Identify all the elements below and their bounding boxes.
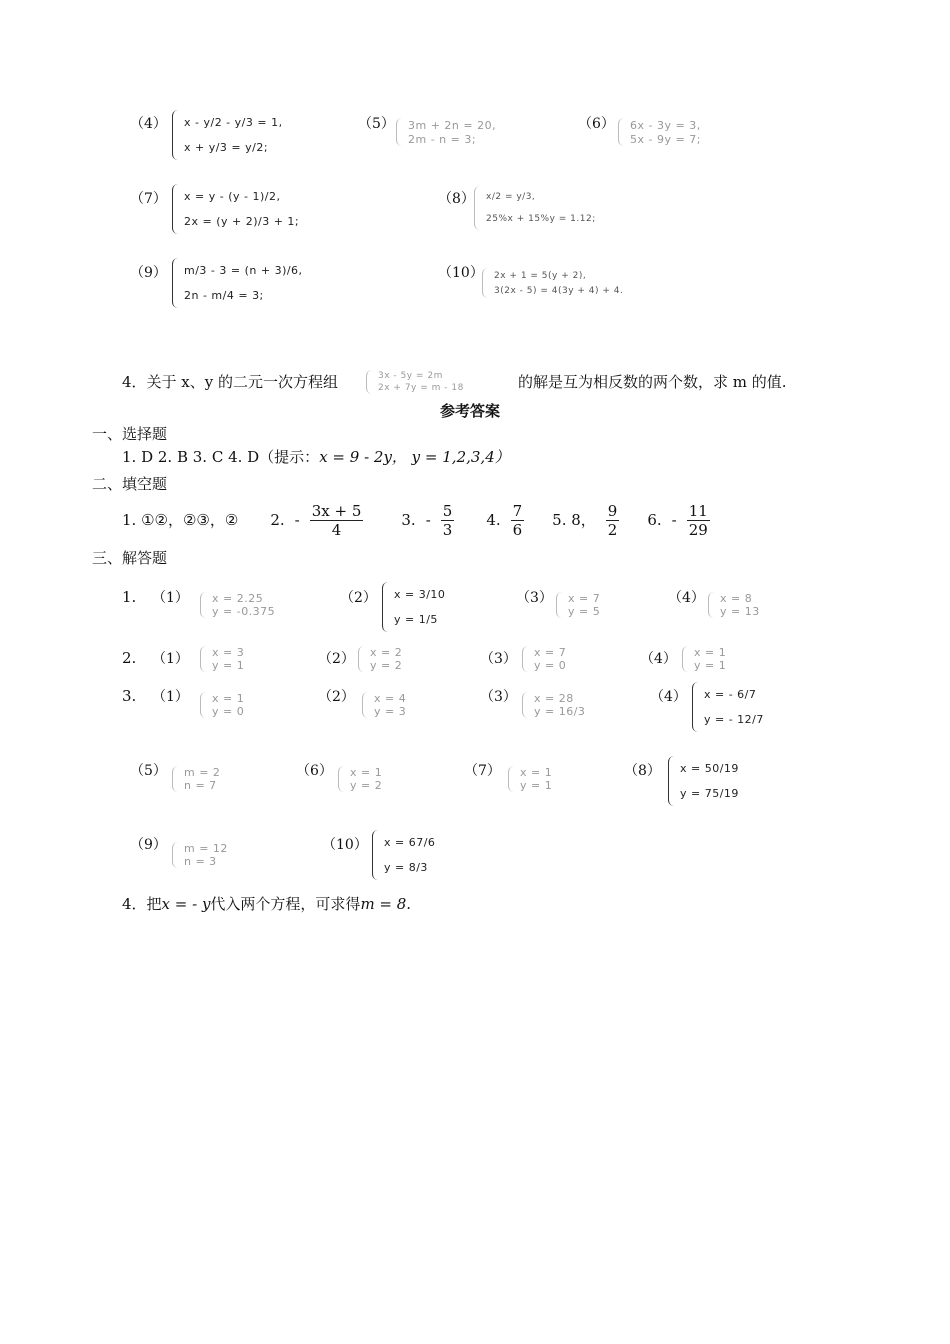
- section-title-solve: 三、解答题: [92, 549, 168, 567]
- equation: 5x - 9y = 7;: [630, 132, 701, 146]
- answer-system: x = 2.25 y = -0.375: [200, 592, 275, 618]
- solve-label: （4）: [668, 590, 705, 606]
- choice-answers: [122, 447, 510, 467]
- equation: 2x = (y + 2)/3 + 1;: [184, 215, 300, 228]
- equation: x = y - (y - 1)/2,: [184, 190, 281, 203]
- answer-system: x = 1 y = 0: [200, 692, 244, 718]
- fill-answer-6-sign: -: [671, 511, 677, 529]
- fraction: $\frac{3x + 5}{4}$: [311, 501, 362, 539]
- equation-system: [482, 268, 623, 298]
- solve-label: （5）: [130, 763, 167, 779]
- fill-answer-4-label: 4.: [486, 511, 501, 529]
- fill-answer-2-sign: -: [294, 511, 300, 529]
- answer-system: x = 50/19 y = 75/19: [668, 756, 739, 806]
- equation: 6x - 3y = 3,: [630, 118, 701, 132]
- answer-system: m = 2 n = 7: [172, 766, 220, 792]
- answer-system: x = 3/10 y = 1/5: [382, 582, 445, 632]
- answer-system: x = - 6/7 y = - 12/7: [692, 682, 764, 732]
- fraction: $\frac{5}{3}$: [442, 501, 453, 539]
- solve-label: （1）: [152, 651, 189, 667]
- answer-system: x = 7 y = 0: [522, 646, 566, 672]
- equation: m/3 - 3 = (n + 3)/6,: [184, 264, 303, 277]
- problem-label: （7）: [130, 191, 167, 207]
- answer-system: m = 12 n = 3: [172, 842, 228, 868]
- equation-system: [618, 118, 701, 146]
- answer-system: x = 4 y = 3: [362, 692, 406, 718]
- problem-label: （5）: [358, 116, 395, 132]
- answers-title: 参考答案: [440, 402, 501, 420]
- solve-label: （9）: [130, 837, 167, 853]
- problem-label: （8）: [438, 191, 475, 207]
- solve-label: （4）: [650, 689, 687, 705]
- solve-label: （3）: [480, 689, 517, 705]
- solve-question-label: 3.: [122, 687, 137, 705]
- problem-label: （6）: [578, 116, 615, 132]
- solve-label: （3）: [480, 651, 517, 667]
- solve-label: （3）: [516, 590, 553, 606]
- fill-answer-6-label: 6.: [647, 511, 662, 529]
- fill-answer-2-label: 2.: [270, 511, 285, 529]
- answer-system: x = 67/6 y = 8/3: [372, 830, 435, 880]
- fraction: $\frac{9}{2}$: [607, 501, 618, 539]
- answer-system: x = 1 y = 1: [682, 646, 726, 672]
- fill-answer-3-label: 3.: [401, 511, 416, 529]
- question-4-prefix: 4．关于 x、y 的二元一次方程组: [122, 373, 339, 391]
- problem-label: （4）: [130, 116, 167, 132]
- solve-label: （1）: [152, 590, 189, 606]
- answer-system: x = 3 y = 1: [200, 646, 244, 672]
- equation-system: [366, 370, 464, 394]
- answer-system: x = 1 y = 2: [338, 766, 382, 792]
- solve-question-label: 1.: [122, 588, 137, 606]
- solve-label: （1）: [152, 689, 189, 705]
- equation: 3x - 5y = 2m: [378, 371, 443, 381]
- equation-system: [474, 186, 596, 230]
- equation: x - y/2 - y/3 = 1,: [184, 116, 283, 129]
- answer-system: x = 28 y = 16/3: [522, 692, 585, 718]
- fraction: $\frac{7}{6}$: [512, 501, 523, 539]
- section-title-fill: 二、填空题: [92, 475, 168, 493]
- fill-answers: [122, 498, 710, 542]
- fraction: $\frac{11}{29}$: [688, 501, 708, 539]
- solve-label: （2）: [318, 651, 355, 667]
- solve-label: （7）: [464, 763, 501, 779]
- answer-system: x = 1 y = 1: [508, 766, 552, 792]
- equation: x/2 = y/3,: [486, 192, 536, 202]
- section-title-choice: 一、选择题: [92, 425, 168, 443]
- problem-label: （10）: [438, 265, 484, 281]
- equation: 3m + 2n = 20,: [408, 118, 497, 132]
- fill-answer-3-sign: -: [425, 511, 431, 529]
- solve-question-label: 2.: [122, 649, 137, 667]
- choice-hint: x = 9 - 2y， y = 1,2,3,4）: [319, 448, 510, 466]
- solve-label: （6）: [296, 763, 333, 779]
- question-4-suffix: 的解是互为相反数的两个数，求 m 的值.: [518, 373, 787, 391]
- problem-label: （9）: [130, 265, 167, 281]
- equation-system: [396, 118, 496, 146]
- solve-label: （2）: [318, 689, 355, 705]
- fill-answer-1: 1. ①②，②③，②: [122, 511, 239, 529]
- solve-label: （10）: [322, 837, 368, 853]
- equation-system: [172, 110, 283, 160]
- solve-label: （4）: [640, 651, 677, 667]
- choice-answer-line: 1. D 2. B 3. C 4. D（提示：: [122, 448, 320, 466]
- fill-answer-5-label: 5. 8，: [552, 511, 596, 529]
- equation: 2x + 1 = 5(y + 2),: [494, 270, 587, 281]
- equation-system: [172, 184, 299, 234]
- solve-label: （2）: [340, 590, 377, 606]
- equation: 2n - m/4 = 3;: [184, 289, 264, 302]
- equation-system: [172, 258, 303, 308]
- equation: x + y/3 = y/2;: [184, 141, 269, 154]
- answer-system: x = 8 y = 13: [708, 592, 760, 618]
- solve-label: （8）: [624, 763, 661, 779]
- equation: 25%x + 15%y = 1.12;: [486, 214, 596, 224]
- answer-system: x = 7 y = 5: [556, 592, 600, 618]
- equation: 3(2x - 5) = 4(3y + 4) + 4.: [494, 285, 624, 296]
- equation: 2x + 7y = m - 18: [378, 383, 464, 393]
- equation: 2m - n = 3;: [408, 132, 477, 146]
- solve-question-4: 4．把x = - y代入两个方程，可求得m = 8.: [122, 895, 412, 913]
- answer-system: x = 2 y = 2: [358, 646, 402, 672]
